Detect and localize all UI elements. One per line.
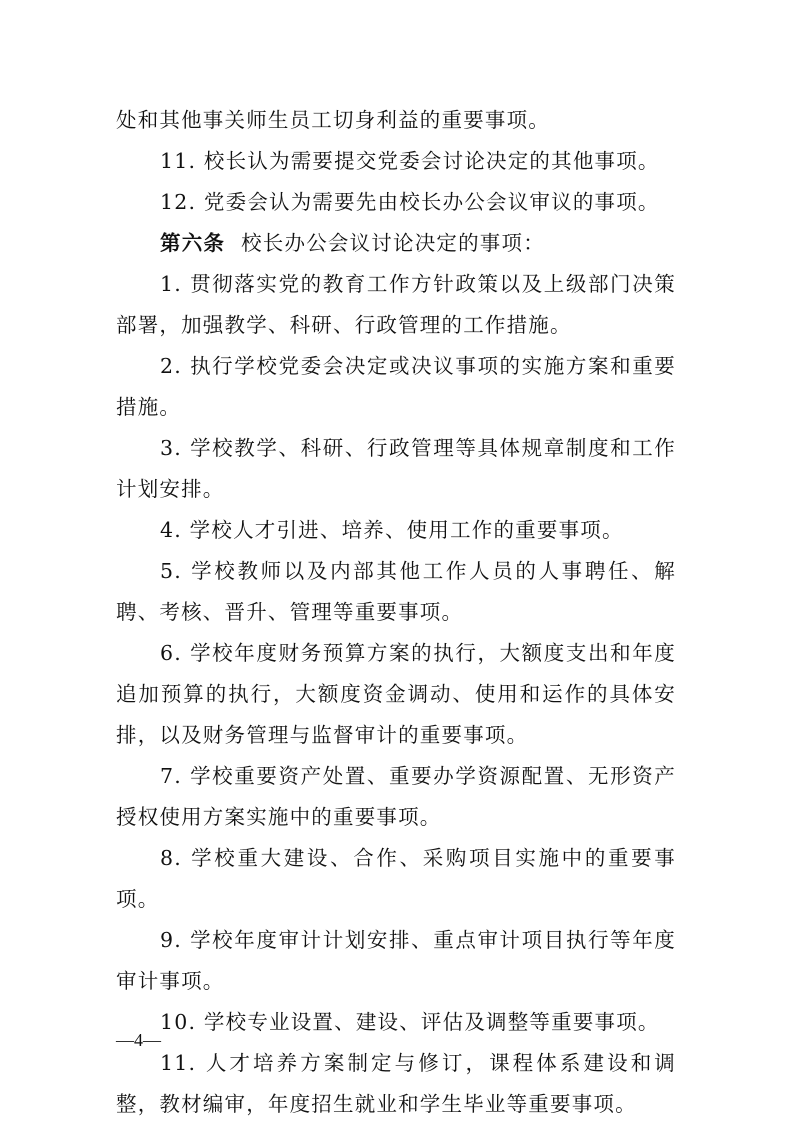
paragraph-item-11b: 11. 人才培养方案制定与修订，课程体系建设和调整，教材编审，年度招生就业和学生毕业等重要事项。 — [116, 1051, 676, 1116]
paragraph-item-9: 9. 学校年度审计计划安排、重点审计项目执行等年度审计事项。 — [116, 928, 676, 993]
article-six-text: 校长办公会议讨论决定的事项： — [241, 231, 545, 255]
paragraph-item-2: 2. 执行学校党委会决定或决议事项的实施方案和重要措施。 — [116, 354, 676, 419]
paragraph-item-5: 5. 学校教师以及内部其他工作人员的人事聘任、解聘、考核、晋升、管理等重要事项。 — [116, 559, 676, 624]
page-number: —4— — [116, 1030, 161, 1050]
article-six-heading — [116, 223, 676, 264]
article-label: 第六条 — [160, 231, 226, 255]
paragraph-item-12: 12. 党委会认为需要先由校长办公会议审议的事项。 — [160, 190, 660, 214]
paragraph-item-4: 4. 学校人才引进、培养、使用工作的重要事项。 — [160, 518, 624, 542]
document-body — [116, 100, 676, 1125]
paragraph-item-11: 11. 校长认为需要提交党委会讨论决定的其他事项。 — [160, 149, 660, 173]
paragraph-item-7: 7. 学校重要资产处置、重要办学资源配置、无形资产授权使用方案实施中的重要事项。 — [116, 764, 676, 829]
paragraph-item-1: 1. 贯彻落实党的教育工作方针政策以及上级部门决策部署，加强教学、科研、行政管理的工作措施。 — [116, 272, 676, 337]
paragraph-item-3: 3. 学校教学、科研、行政管理等具体规章制度和工作计划安排。 — [116, 436, 676, 501]
paragraph-item-10: 10. 学校专业设置、建设、评估及调整等重要事项。 — [160, 1010, 660, 1034]
paragraph-item-6: 6. 学校年度财务预算方案的执行，大额度支出和年度追加预算的执行，大额度资金调动、使用和运作的具体安排，以及财务管理与监督审计的重要事项。 — [116, 641, 676, 747]
paragraph-item-8: 8. 学校重大建设、合作、采购项目实施中的重要事项。 — [116, 846, 676, 911]
paragraph-continuation: 处和其他事关师生员工切身利益的重要事项。 — [116, 108, 550, 132]
